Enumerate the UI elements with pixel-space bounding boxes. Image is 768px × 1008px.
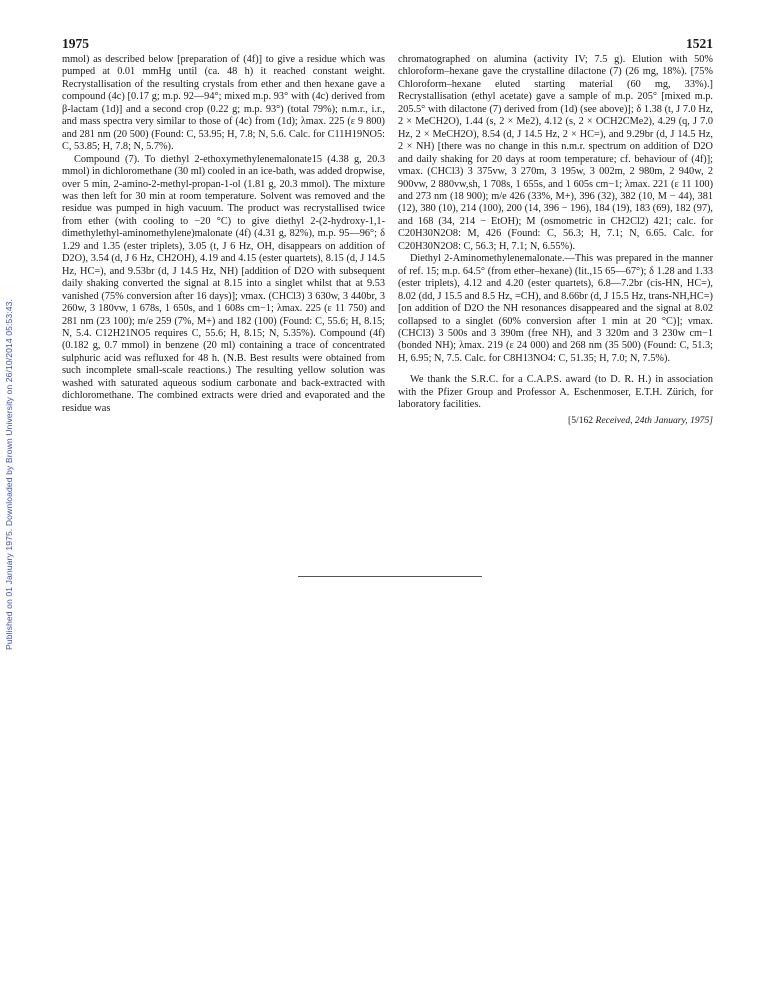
left-column — [62, 54, 385, 415]
paragraph-continuation: mmol) as described below [preparation of (4f)] to give a residue which was pumped at 0.01 mmHg until (ca. 48 h) it reached constant weight. Recrystallisation of the resulting crystals from ether and then hexane gave a compound (4c) [0.17 g; m.p. 92—94°; mixed m.p. 93° with (4c) derived from β-lactam (1d)] and a second crop (0.22 g; m.p. 93°) (total 79%); n.m.r., i.r., and mass spectra very similar to those of (4c) from (1d); λmax. 225 (ε 9 800) and 281 nm (20 500) (Found: C, 53.95; H, 7.8; N, 5.6. Calc. for C11H19NO5: C, 53.85; H, 7.8; N, 5.7%). — [62, 54, 385, 153]
journal-year: 1975 — [62, 36, 89, 51]
page-header — [62, 36, 713, 54]
paragraph-diethyl-aminomethylenemalonate: Diethyl 2-Aminomethylenemalonate.—This was prepared in the manner of ref. 15; m.p. 64.5° (from ether–hexane) (lit.,15 65—67°); δ 1.28 and 1.33 (ester triplets), 4.12 and 4.20 (ester quartets), 6.8—7.2br (cis-HN, HC=), 8.02 (dd, J 15.5 and 8.5 Hz, =CH), and 8.66br (d, J 15.5 Hz, trans-NH,HC=) [on addition of D2O the NH resonances disappeared and the signal at 8.02 collapsed to a singlet (60% conversion after 1 min at 20 °C)]; νmax. (CHCl3) 3 500s and 3 390m (free NH), and 3 320m and 3 230w cm−1 (bonded NH); λmax. 219 (ε 24 000) and 268 nm (35 500) (Found: C, 51.3; H, 6.95; N, 7.5. Calc. for C8H13NO4: C, 51.35; H, 7.0; N, 7.5%). — [398, 253, 713, 364]
page-number: 1521 — [686, 36, 713, 51]
download-notice-text: Published on 01 January 1975. Downloaded by Brown University on 26/10/2014 05:53:43. — [4, 299, 14, 650]
received-line — [398, 415, 713, 427]
download-notice — [4, 210, 18, 650]
paragraph-compound-7: Compound (7). To diethyl 2-ethoxymethylenemalonate15 (4.38 g, 20.3 mmol) in dichloromethane (30 ml) cooled in an ice-bath, was added dropwise, over 5 min, 2-amino-2-methyl-propan-1-ol (1.81 g, 20.3 mmol). The mixture was then left for 30 min at room temperature. Solvent was removed and the residue was pumped in high vacuum. The product was recrystallised twice from ether (with cooling to −20 °C) to give diethyl 2-(2-hydroxy-1,1-dimethylethyl-aminomethylene)malonate (4f) (4.31 g, 82%), m.p. 95—96°; δ 1.29 and 1.35 (ester triplets), 3.05 (t, J 6 Hz, OH, disappears on addition of D2O), 3.54 (d, J 6 Hz, CH2OH), 4.19 and 4.15 (ester quartets), 8.15 (d, J 14.5 Hz, HC=), and 9.53br (d, J 14.5 Hz, NH) [addition of D2O with subsequent daily shaking converted the signal at 8.15 into a singlet whilst that at 9.53 vanished (75% conversion after 16 days)]; νmax. (CHCl3) 3 630w, 3 440br, 3 260w, 3 180vw, 1 678s, 1 650s, and 1 608s cm−1; λmax. 225 (ε 11 750) and 281 nm (23 100); m/e 259 (7%, M+) and 182 (100) (Found: C, 55.6; H, 8.15; N, 5.4. C12H21NO5 requires C, 55.6; H, 8.15; N, 5.35%). Compound (4f) (0.182 g, 0.7 mmol) in benzene (20 ml) containing a trace of concentrated sulphuric acid was refluxed for 48 h. (N.B. Best results were obtained from such incomplete small-scale reactions.) The resulting yellow solution was washed with saturated aqueous sodium carbonate and back-extracted with dichloromethane. The combined extracts were dried and evaporated and the residue was — [62, 153, 385, 414]
section-divider — [298, 576, 482, 577]
received-date: Received, 24th January, 1975] — [595, 414, 713, 426]
right-column — [398, 54, 713, 427]
paper-reference-id: [5/162 — [568, 414, 594, 426]
paragraph-chromatography: chromatographed on alumina (activity IV; 7.5 g). Elution with 50% chloroform–hexane gave the crystalline dilactone (7) (26 mg, 18%). [75% Chloroform–hexane eluted starting material (60 mg, 33%).] Recrystallisation (ethyl acetate) gave a sample of m.p. 205° [mixed m.p. 205.5° with dilactone (7) derived from (1d) (see above)]; δ 1.38 (t, J 7.0 Hz, 2 × MeCH2O), 1.44 (s, 2 × Me2), 4.12 (s, 2 × OCH2CMe2), 4.29 (q, J 7.0 Hz, 2 × MeCH2O), 8.54 (d, J 14.5 Hz, 2 × HC=), and 9.29br (d, J 14.5 Hz, 2 × NH) [there was no change in this n.m.r. spectrum on addition of D2O and daily shaking for 20 days at room temperature; cf. behaviour of (4f)]; νmax. (CHCl3) 3 375vw, 3 270m, 3 195w, 3 002m, 2 980m, 2 940w, 2 900vw, 2 880vw,sh, 1 708s, 1 655s, and 1 605s cm−1; λmax. 221 (ε 11 100) and 273 nm (18 900); m/e 426 (33%, M+), 396 (32), 382 (10, M − 44), 381 (12), 380 (10), 214 (100), 200 (14, 396 − 196), 184 (19), 183 (69), 182 (97), and 168 (34, 214 − EtOH); M (osmometric in CH2Cl2) 421; calc. for C20H30N2O8: M, 426 (Found: C, 56.3; H, 7.1; N, 6.65. Calc. for C20H30N2O8: C, 56.3; H, 7.1; N, 6.55%). — [398, 54, 713, 252]
acknowledgement: We thank the S.R.C. for a C.A.P.S. award (to D. R. H.) in association with the Pfizer Group and Professor A. Eschenmoser, E.T.H. Zürich, for laboratory facilities. — [398, 374, 713, 411]
